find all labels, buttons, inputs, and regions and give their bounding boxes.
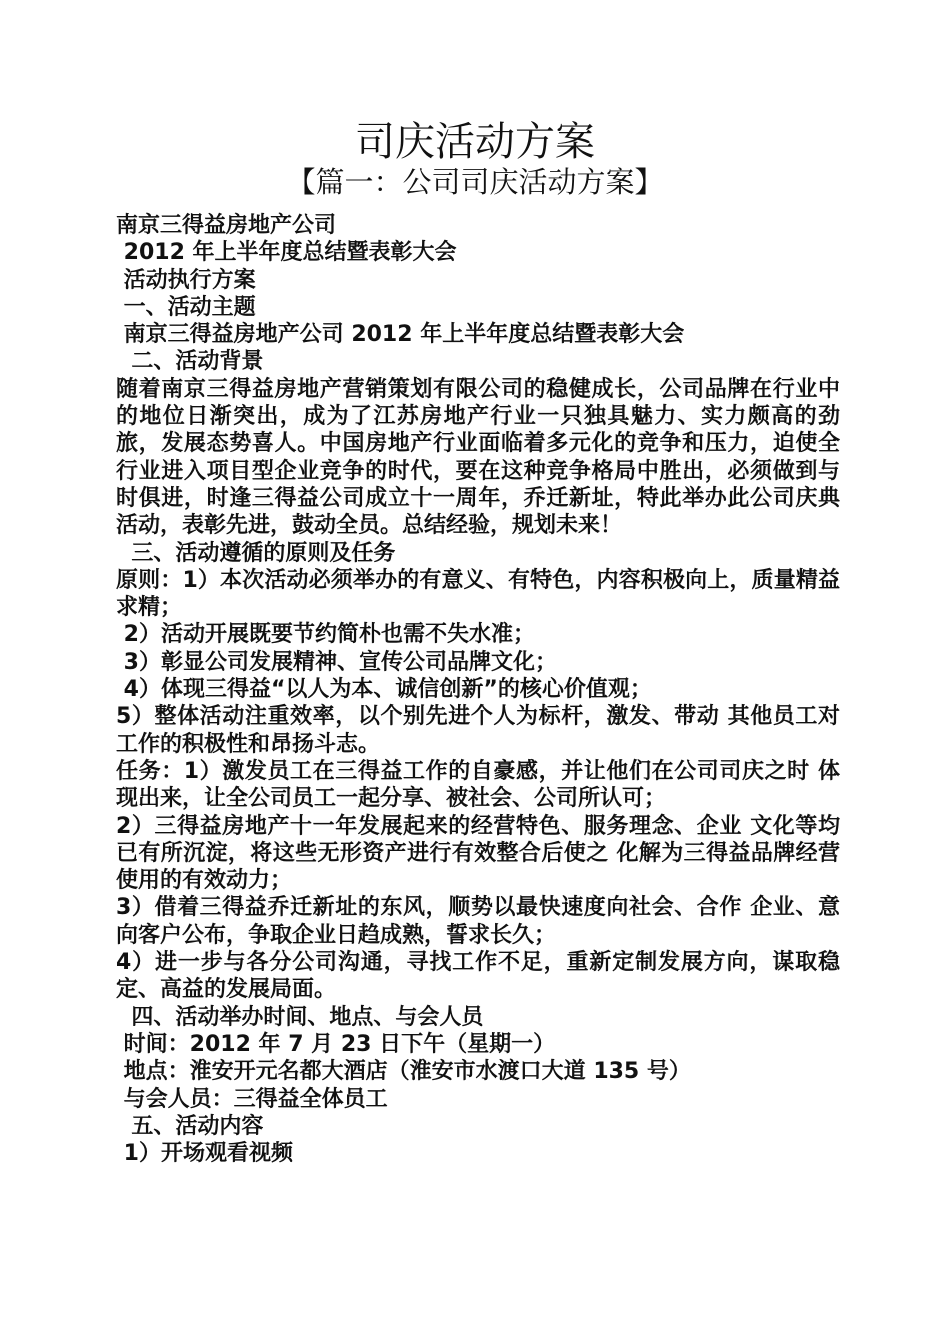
principle-item-1: 原则：1）本次活动必须举办的有意义、有特色，内容积极向上，质量精益求精； [116, 567, 840, 621]
section-heading-theme: 一、活动主题 [116, 294, 256, 320]
section-heading-principles: 三、活动遵循的原则及任务 [116, 540, 396, 566]
principle-item-3: 3）彰显公司发展精神、宣传公司品牌文化； [116, 649, 557, 675]
task-item-1: 任务：1）激发员工在三得益工作的自豪感，并让他们在公司司庆之时 体现出来，让全公司员工一起分享、被社会、公司所认可； [116, 758, 840, 812]
document-title: 司庆活动方案 [355, 119, 595, 165]
theme-text: 南京三得益房地产公司 2012 年上半年度总结暨表彰大会 [116, 322, 685, 348]
document-subtitle: 【篇一：公司司庆活动方案】 [286, 165, 664, 199]
section-heading-content: 五、活动内容 [116, 1113, 264, 1139]
principle-item-4: 4）体现三得益“以人为本、诚信创新”的核心价值观； [116, 677, 652, 703]
section-heading-background: 二、活动背景 [116, 349, 264, 375]
task-item-2: 2）三得益房地产十一年发展起来的经营特色、服务理念、企业 文化等均已有所沉淀，将这些无形资产进行有效整合后使之 化解为三得益品牌经营使用的有效动力； [116, 813, 840, 894]
task-item-4: 4）进一步与各分公司沟通，寻找工作不足，重新定制发展方向，谋取稳定、高益的发展局面。 [116, 950, 840, 1003]
content-item-1: 1）开场观看视频 [116, 1141, 293, 1167]
background-paragraph: 随着南京三得益房地产营销策划有限公司的稳健成长，公司品牌在行业中的地位日渐突出，成为了江苏房地产行业一只独具魅力、实力颇高的劲旅，发展态势喜人。中国房地产行业面临着多元化的竞争和压力，迫使全行业进入项目型企业竞争的时代，要在这种竞争格局中胜出，必须做到与时俱进，时逢三得益公司成立十一周年，乔迁新址，特此举办此公司庆典活动，表彰先进，鼓动全员。总结经验，规划未来！ [116, 376, 840, 539]
event-attendees: 与会人员：三得益全体员工 [116, 1086, 388, 1112]
event-location: 地点：淮安开元名都大酒店（淮安市水渡口大道 135 号） [116, 1059, 691, 1085]
plan-heading: 活动执行方案 [116, 267, 256, 293]
section-heading-time-place: 四、活动举办时间、地点、与会人员 [116, 1004, 484, 1030]
meeting-name: 2012 年上半年度总结暨表彰大会 [116, 240, 457, 266]
principle-item-5: 5）整体活动注重效率，以个别先进个人为标杆，激发、带动 其他员工对工作的积极性和昂扬斗志。 [116, 704, 840, 757]
event-time: 时间：2012 年 7 月 23 日下午（星期一） [116, 1031, 556, 1057]
task-item-3: 3）借着三得益乔迁新址的东风，顺势以最快速度向社会、合作 企业、意向客户公布，争取企业日趋成熟，誓求长久； [116, 895, 840, 948]
principle-item-2: 2）活动开展既要节约简朴也需不失水准； [116, 622, 535, 648]
document-body [116, 212, 840, 1167]
company-name: 南京三得益房地产公司 [116, 213, 337, 238]
